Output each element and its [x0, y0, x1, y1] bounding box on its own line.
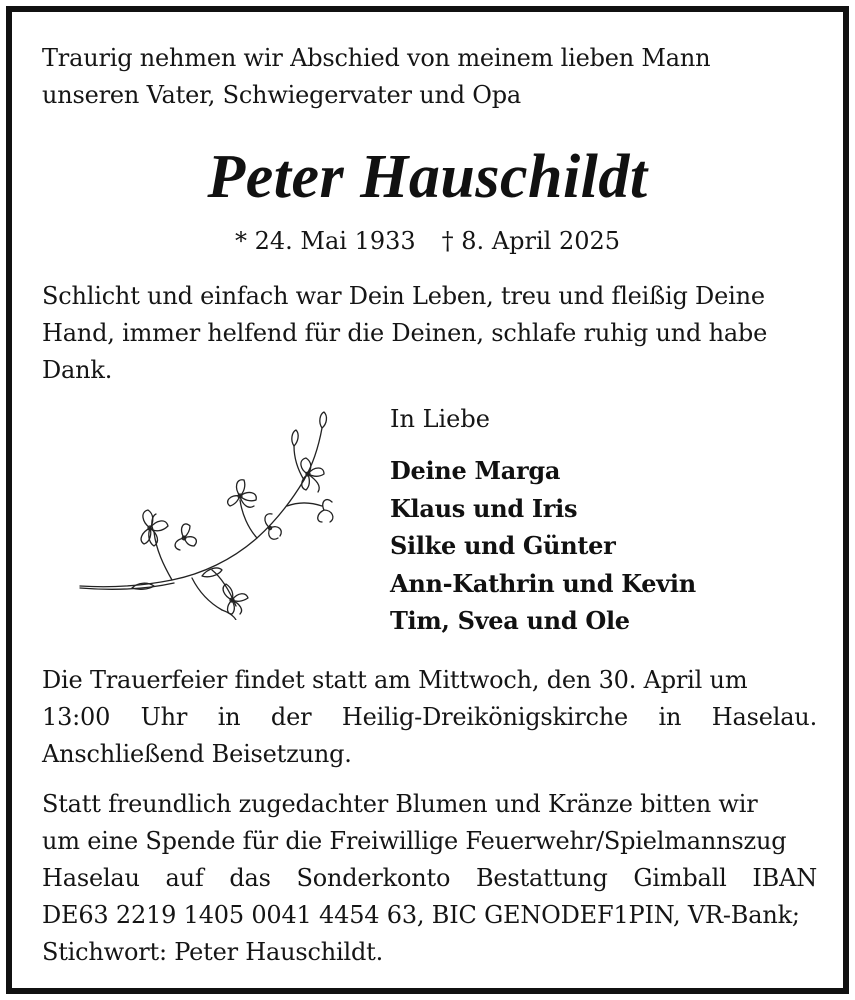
donation-line-5: Stichwort: Peter Hauschildt. — [42, 938, 384, 966]
birth-date: * 24. Mai 1933 — [234, 227, 416, 255]
deceased-name: Peter Hauschildt — [207, 143, 648, 211]
intro-line-2: unseren Vater, Schwiegervater und Opa — [42, 81, 522, 109]
verse-line-3: Dank. — [42, 356, 113, 384]
blossom-branch-icon — [72, 410, 342, 620]
donation-line-2: um eine Spende für die Freiwillige Feuerwehr/Spielmannszug — [42, 827, 787, 855]
donation-line-1: Statt freundlich zugedachter Blumen und Kränze bitten wir — [42, 790, 758, 818]
mourner-item: Silke und Günter — [390, 531, 616, 560]
intro-line-1: Traurig nehmen wir Abschied von meinem lieben Mann — [42, 44, 711, 72]
mourner-item: Deine Marga — [390, 456, 561, 485]
donation-line-4: DE63 2219 1405 0041 4454 63, BIC GENODEF1PIN, VR-Bank; — [42, 901, 800, 929]
obituary-notice — [6, 6, 849, 994]
memorial-verse — [42, 278, 817, 389]
mourner-item: Tim, Svea und Ole — [390, 606, 630, 635]
intro-text — [42, 40, 817, 114]
donation-text — [42, 786, 817, 971]
service-line-1: Die Trauerfeier findet statt am Mittwoch, den 30. April um — [42, 666, 748, 694]
mourner-item: Ann-Kathrin und Kevin — [390, 568, 696, 598]
donation-line-3: Haselau auf das Sonderkonto Bestattung Gimball IBAN — [42, 864, 817, 892]
in-love-label: In Liebe — [390, 405, 490, 433]
service-line-2: 13:00 Uhr in der Heilig-Dreikönigskirche in Haselau. — [42, 703, 817, 731]
mourners-list — [390, 452, 696, 640]
verse-line-1: Schlicht und einfach war Dein Leben, treu und fleißig Deine — [42, 282, 765, 310]
verse-line-2: Hand, immer helfend für die Deinen, schlafe ruhig und habe — [42, 319, 768, 347]
service-line-3: Anschließend Beisetzung. — [42, 740, 352, 768]
funeral-service-text — [42, 662, 817, 773]
mourner-item: Klaus und Iris — [390, 493, 578, 523]
life-dates — [12, 224, 843, 258]
death-date: † 8. April 2025 — [441, 227, 621, 255]
